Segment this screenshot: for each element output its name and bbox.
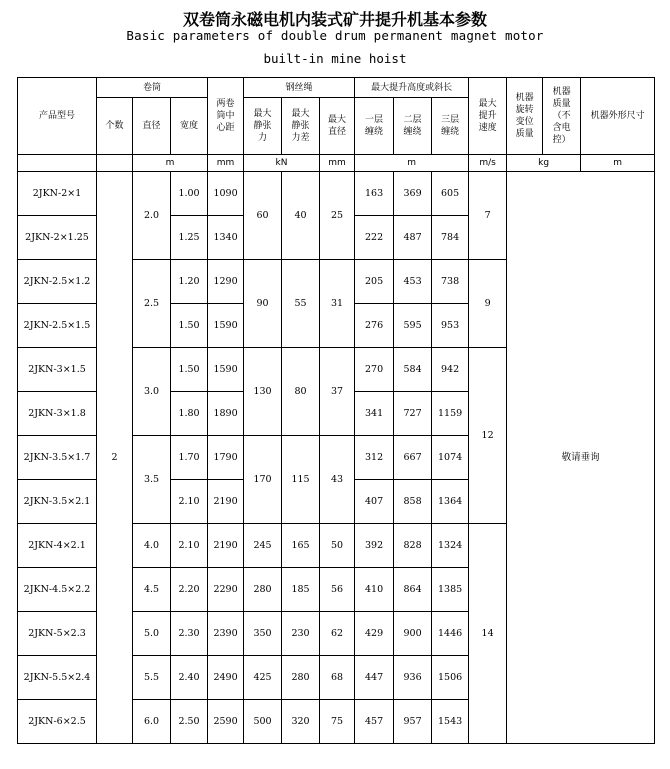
width-cell: 1.50 xyxy=(171,304,208,348)
layer3-cell: 784 xyxy=(432,216,469,260)
rope-diameter-cell: 25 xyxy=(320,172,355,260)
center-cell: 1290 xyxy=(208,260,244,304)
layer3-cell: 738 xyxy=(432,260,469,304)
layer3-cell: 1446 xyxy=(432,612,469,656)
layer1-cell: 312 xyxy=(355,436,394,480)
table-row xyxy=(18,172,655,216)
speed-cell: 12 xyxy=(469,348,507,524)
tension-cell: 245 xyxy=(244,524,282,568)
header-max-speed: 最大提升速度 xyxy=(469,78,507,155)
header-lift-height: 最大提升高度或斜长 xyxy=(355,78,469,98)
diameter-cell: 3.0 xyxy=(133,348,171,436)
speed-cell: 9 xyxy=(469,260,507,348)
tension-cell: 170 xyxy=(244,436,282,524)
tension-cell: 130 xyxy=(244,348,282,436)
model-cell: 2JKN-2.5×1.2 xyxy=(18,260,97,304)
diameter-cell: 5.0 xyxy=(133,612,171,656)
unit-drum: m xyxy=(133,155,208,172)
layer1-cell: 429 xyxy=(355,612,394,656)
layer2-cell: 864 xyxy=(394,568,432,612)
layer3-cell: 1364 xyxy=(432,480,469,524)
header-max-rope-diameter: 最大直径 xyxy=(320,98,355,155)
layer2-cell: 936 xyxy=(394,656,432,700)
header-diameter: 直径 xyxy=(133,98,171,155)
tension-diff-cell: 280 xyxy=(282,656,320,700)
layer1-cell: 407 xyxy=(355,480,394,524)
inquiry-note: 敬请垂询 xyxy=(507,172,655,744)
header-layer1: 一层缠绕 xyxy=(355,98,394,155)
layer1-cell: 457 xyxy=(355,700,394,744)
center-cell: 1090 xyxy=(208,172,244,216)
model-cell: 2JKN-5.5×2.4 xyxy=(18,656,97,700)
layer1-cell: 163 xyxy=(355,172,394,216)
layer3-cell: 1324 xyxy=(432,524,469,568)
diameter-cell: 3.5 xyxy=(133,436,171,524)
unit-speed: m/s xyxy=(469,155,507,172)
center-cell: 2190 xyxy=(208,524,244,568)
hoist-parameter-table xyxy=(17,77,655,744)
layer3-cell: 1543 xyxy=(432,700,469,744)
center-cell: 2190 xyxy=(208,480,244,524)
layer2-cell: 595 xyxy=(394,304,432,348)
header-layer3: 三层缠绕 xyxy=(432,98,469,155)
layer2-cell: 584 xyxy=(394,348,432,392)
model-cell: 2JKN-3×1.8 xyxy=(18,392,97,436)
drum-count-cell: 2 xyxy=(97,172,133,744)
layer3-cell: 1506 xyxy=(432,656,469,700)
header-max-static-tension: 最大静张力 xyxy=(244,98,282,155)
layer2-cell: 453 xyxy=(394,260,432,304)
center-cell: 1590 xyxy=(208,348,244,392)
tension-diff-cell: 230 xyxy=(282,612,320,656)
speed-cell: 14 xyxy=(469,524,507,744)
center-cell: 2590 xyxy=(208,700,244,744)
header-rope: 钢丝绳 xyxy=(244,78,355,98)
width-cell: 2.10 xyxy=(171,480,208,524)
layer2-cell: 900 xyxy=(394,612,432,656)
diameter-cell: 4.5 xyxy=(133,568,171,612)
rope-diameter-cell: 31 xyxy=(320,260,355,348)
rope-diameter-cell: 75 xyxy=(320,700,355,744)
width-cell: 2.50 xyxy=(171,700,208,744)
width-cell: 2.30 xyxy=(171,612,208,656)
header-model: 产品型号 xyxy=(18,78,97,155)
tension-diff-cell: 320 xyxy=(282,700,320,744)
diameter-cell: 6.0 xyxy=(133,700,171,744)
center-cell: 2490 xyxy=(208,656,244,700)
layer1-cell: 341 xyxy=(355,392,394,436)
rope-diameter-cell: 56 xyxy=(320,568,355,612)
layer2-cell: 667 xyxy=(394,436,432,480)
header-drum-center: 两卷筒中心距 xyxy=(208,78,244,155)
page-subtitle-line1: Basic parameters of double drum permanent magnet motor xyxy=(126,28,544,43)
model-cell: 2JKN-3×1.5 xyxy=(18,348,97,392)
layer3-cell: 1159 xyxy=(432,392,469,436)
layer1-cell: 205 xyxy=(355,260,394,304)
tension-cell: 60 xyxy=(244,172,282,260)
model-cell: 2JKN-3.5×2.1 xyxy=(18,480,97,524)
layer1-cell: 276 xyxy=(355,304,394,348)
layer1-cell: 270 xyxy=(355,348,394,392)
unit-tension: kN xyxy=(244,155,320,172)
header-drum: 卷筒 xyxy=(97,78,208,98)
width-cell: 1.20 xyxy=(171,260,208,304)
tension-diff-cell: 185 xyxy=(282,568,320,612)
layer2-cell: 487 xyxy=(394,216,432,260)
layer2-cell: 957 xyxy=(394,700,432,744)
center-cell: 1590 xyxy=(208,304,244,348)
header-count: 个数 xyxy=(97,98,133,155)
tension-diff-cell: 115 xyxy=(282,436,320,524)
tension-cell: 280 xyxy=(244,568,282,612)
model-cell: 2JKN-2.5×1.5 xyxy=(18,304,97,348)
model-cell: 2JKN-2×1.25 xyxy=(18,216,97,260)
model-cell: 2JKN-5×2.3 xyxy=(18,612,97,656)
diameter-cell: 2.5 xyxy=(133,260,171,348)
rope-diameter-cell: 68 xyxy=(320,656,355,700)
width-cell: 1.80 xyxy=(171,392,208,436)
diameter-cell: 2.0 xyxy=(133,172,171,260)
header-dimensions: 机器外形尺寸 xyxy=(581,78,655,155)
width-cell: 2.40 xyxy=(171,656,208,700)
rope-diameter-cell: 62 xyxy=(320,612,355,656)
page-title: 双卷筒永磁电机内装式矿井提升机基本参数 xyxy=(182,10,487,29)
unit-dimensions: m xyxy=(581,155,655,172)
header-width: 宽度 xyxy=(171,98,208,155)
layer3-cell: 942 xyxy=(432,348,469,392)
header-machine-mass: 机器质量（不含电控） xyxy=(543,78,581,155)
model-cell: 2JKN-4.5×2.2 xyxy=(18,568,97,612)
center-cell: 1790 xyxy=(208,436,244,480)
tension-diff-cell: 165 xyxy=(282,524,320,568)
unit-center: mm xyxy=(208,155,244,172)
tension-diff-cell: 40 xyxy=(282,172,320,260)
model-cell: 2JKN-2×1 xyxy=(18,172,97,216)
center-cell: 2290 xyxy=(208,568,244,612)
header-layer2: 二层缠绕 xyxy=(394,98,432,155)
width-cell: 1.70 xyxy=(171,436,208,480)
header-max-static-tension-diff: 最大静张力差 xyxy=(282,98,320,155)
width-cell: 2.20 xyxy=(171,568,208,612)
layer1-cell: 222 xyxy=(355,216,394,260)
layer3-cell: 953 xyxy=(432,304,469,348)
width-cell: 1.25 xyxy=(171,216,208,260)
layer1-cell: 410 xyxy=(355,568,394,612)
layer2-cell: 828 xyxy=(394,524,432,568)
layer2-cell: 727 xyxy=(394,392,432,436)
tension-cell: 350 xyxy=(244,612,282,656)
unit-height: m xyxy=(355,155,469,172)
width-cell: 1.50 xyxy=(171,348,208,392)
unit-mass: kg xyxy=(507,155,581,172)
center-cell: 1340 xyxy=(208,216,244,260)
layer2-cell: 369 xyxy=(394,172,432,216)
width-cell: 2.10 xyxy=(171,524,208,568)
model-cell: 2JKN-3.5×1.7 xyxy=(18,436,97,480)
diameter-cell: 4.0 xyxy=(133,524,171,568)
diameter-cell: 5.5 xyxy=(133,656,171,700)
model-cell: 2JKN-4×2.1 xyxy=(18,524,97,568)
page-subtitle-line2: built-in mine hoist xyxy=(263,51,407,66)
center-cell: 1890 xyxy=(208,392,244,436)
layer1-cell: 447 xyxy=(355,656,394,700)
tension-diff-cell: 55 xyxy=(282,260,320,348)
tension-cell: 425 xyxy=(244,656,282,700)
layer3-cell: 1385 xyxy=(432,568,469,612)
rope-diameter-cell: 43 xyxy=(320,436,355,524)
center-cell: 2390 xyxy=(208,612,244,656)
model-cell: 2JKN-6×2.5 xyxy=(18,700,97,744)
rope-diameter-cell: 37 xyxy=(320,348,355,436)
speed-cell: 7 xyxy=(469,172,507,260)
tension-cell: 500 xyxy=(244,700,282,744)
layer3-cell: 1074 xyxy=(432,436,469,480)
layer2-cell: 858 xyxy=(394,480,432,524)
tension-cell: 90 xyxy=(244,260,282,348)
header-rotating-mass: 机器旋转变位质量 xyxy=(507,78,543,155)
layer1-cell: 392 xyxy=(355,524,394,568)
tension-diff-cell: 80 xyxy=(282,348,320,436)
width-cell: 1.00 xyxy=(171,172,208,216)
layer3-cell: 605 xyxy=(432,172,469,216)
unit-rope-diameter: mm xyxy=(320,155,355,172)
rope-diameter-cell: 50 xyxy=(320,524,355,568)
